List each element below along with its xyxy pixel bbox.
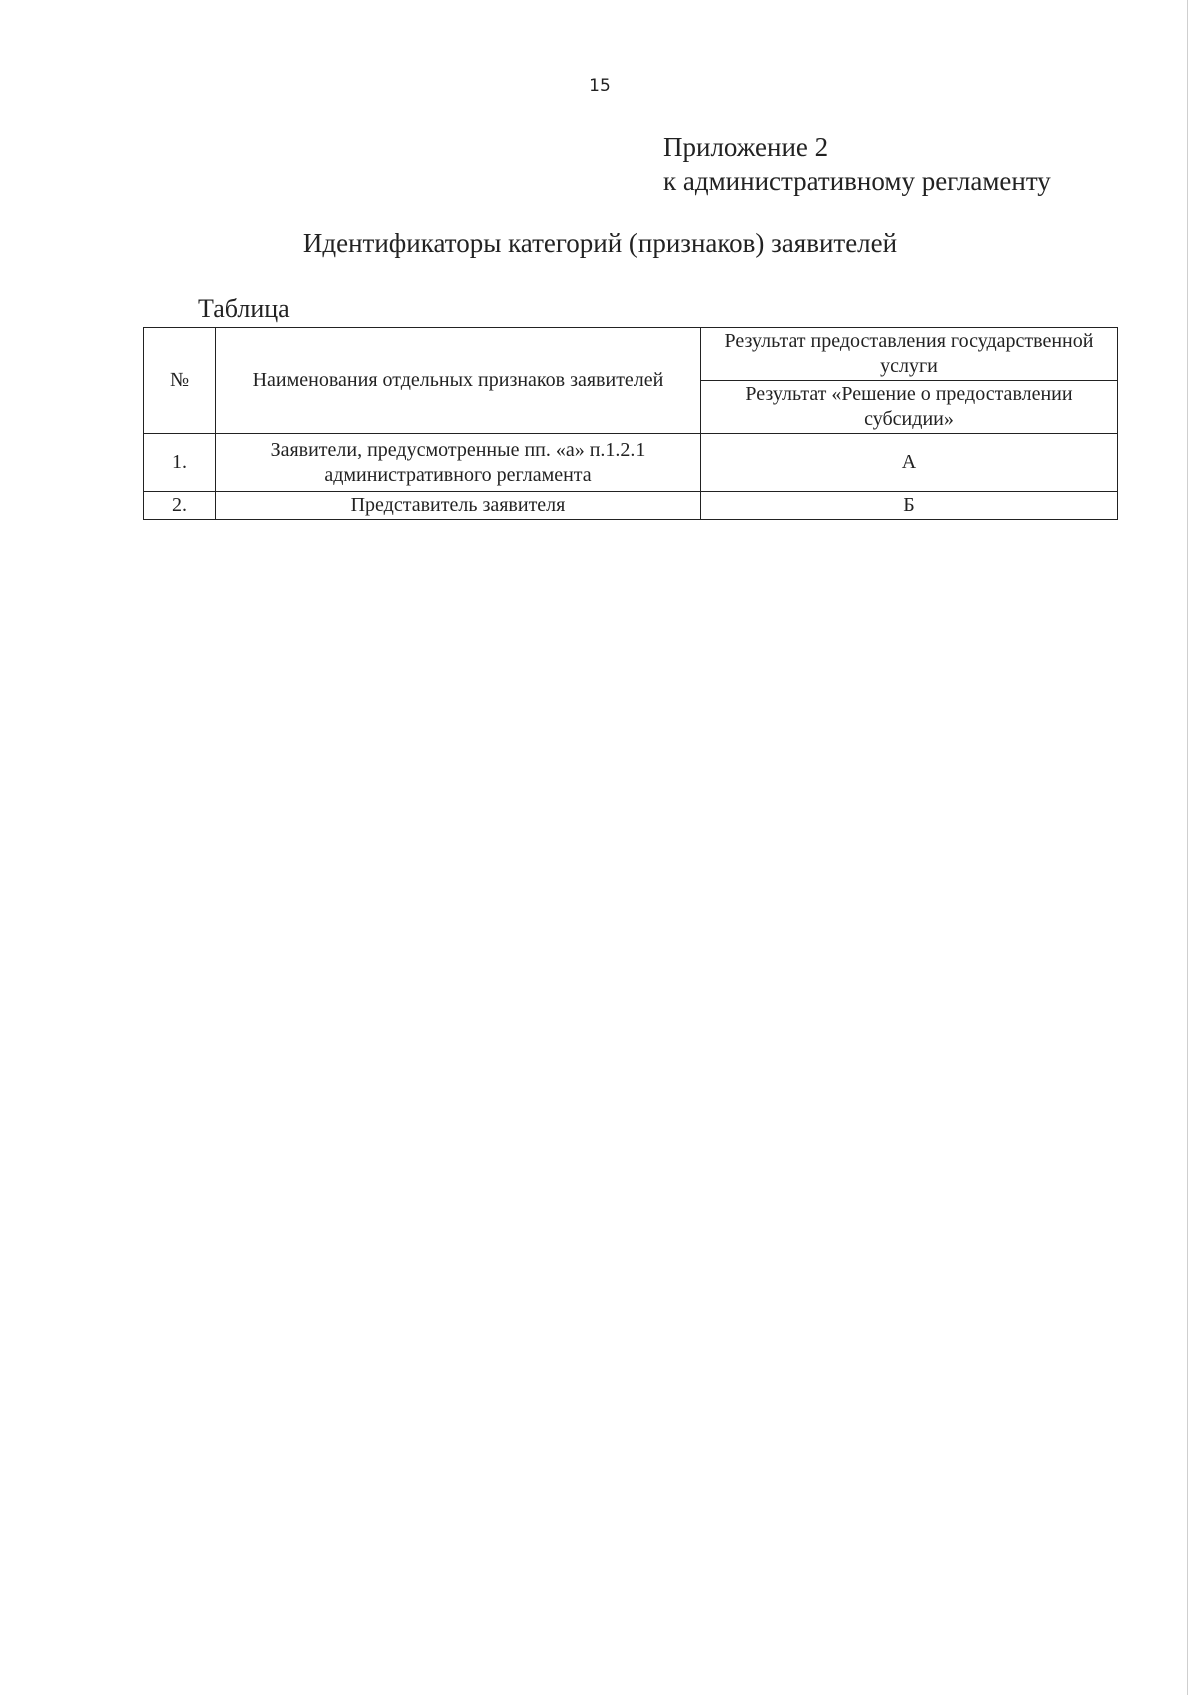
cell-number: 1. [144,434,216,492]
header-name: Наименования отдельных признаков заявителей [216,328,701,434]
table-row [144,492,1118,520]
appendix-line-1: Приложение 2 [663,132,829,162]
header-result-sub: Результат «Решение о предоставлении субсидии» [701,381,1118,434]
table-caption: Таблица [198,294,290,323]
appendix-heading [663,130,1051,198]
cell-result: А [701,434,1118,492]
identifiers-table [143,327,1118,520]
header-result-group: Результат предоставления государственной услуги [701,328,1118,381]
appendix-line-2: к административному регламенту [663,166,1051,196]
table-row [144,434,1118,492]
page-number: 15 [589,76,611,96]
cell-name: Заявители, предусмотренные пп. «а» п.1.2.1 административного регламента [216,434,701,492]
header-number: № [144,328,216,434]
cell-result: Б [701,492,1118,520]
document-title: Идентификаторы категорий (признаков) заявителей [302,228,898,258]
table-header-row [144,328,1118,381]
cell-name: Представитель заявителя [216,492,701,520]
cell-number: 2. [144,492,216,520]
